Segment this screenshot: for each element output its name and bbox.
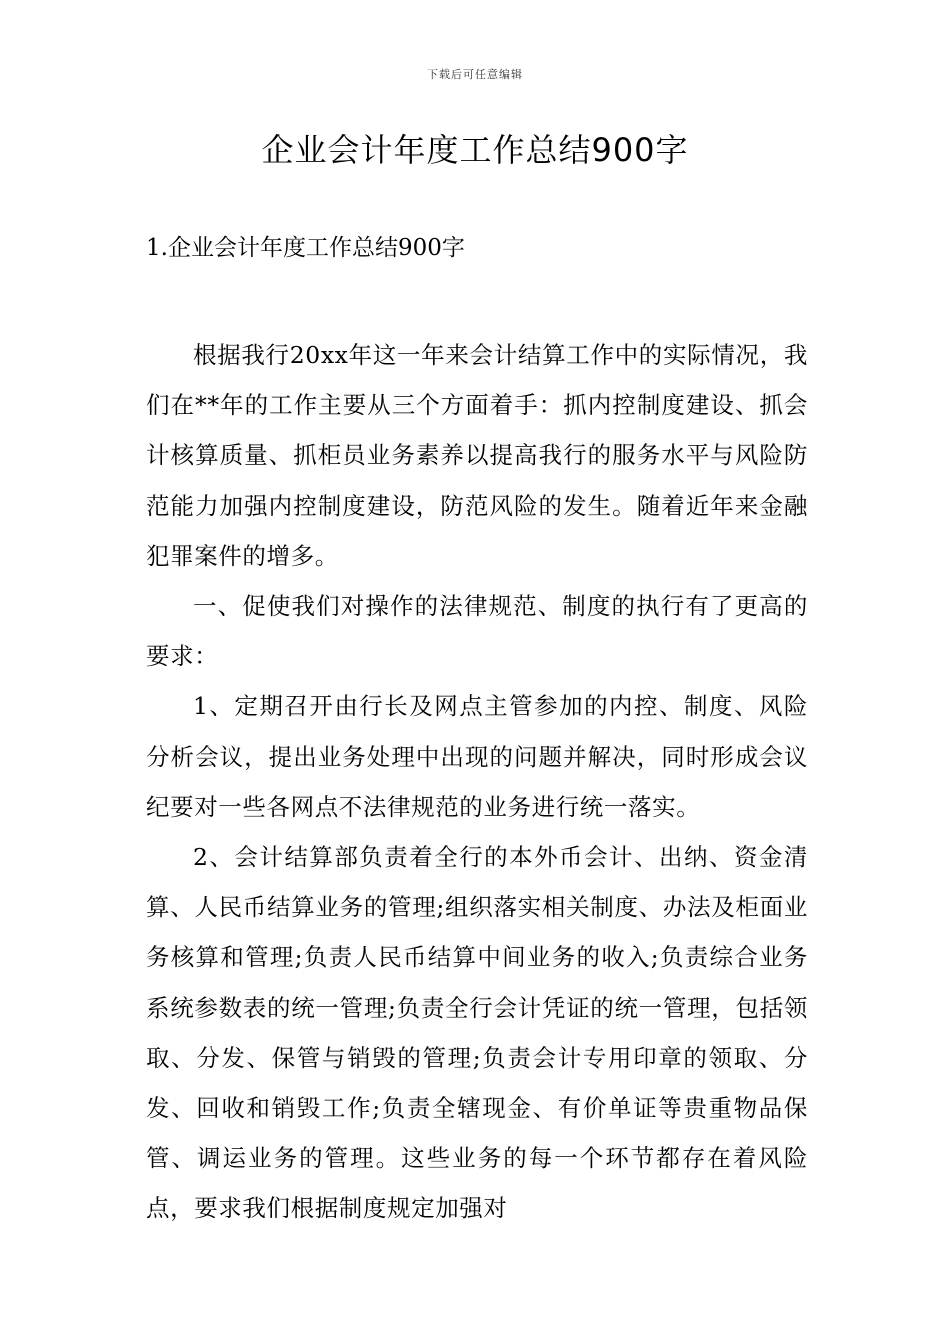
header-note: 下载后可任意编辑 — [427, 68, 523, 81]
paragraph-intro: 根据我行20xx年这一年来会计结算工作中的实际情况，我们在**年的工作主要从三个方面着手：抓内控制度建设、抓会计核算质量、抓柜员业务素养以提高我行的服务水平与风险防范能力加强内控制度建设，防范风险的发生。随着近年来金融犯罪案件的增多。 — [146, 341, 808, 570]
section-heading: 1.企业会计年度工作总结900字 — [146, 235, 465, 261]
paragraph-point-one: 一、促使我们对操作的法律规范、制度的执行有了更高的要求： — [146, 592, 808, 671]
paragraph-item-2: 2、会计结算部负责着全行的本外币会计、出纳、资金清算、人民币结算业务的管理;组织落实相关制度、办法及柜面业务核算和管理;负责人民币结算中间业务的收入;负责综合业务系统参数表的统一管理;负责全行会计凭证的统一管理，包括领取、分发、保管与销毁的管理;负责会计专用印章的领取、分发、回收和销毁工作;负责全辖现金、有价单证等贵重物品保管、调运业务的管理。这些业务的每一个环节都存在着风险点，要求我们根据制度规定加强对 — [146, 843, 808, 1223]
document-title: 企业会计年度工作总结900字 — [261, 131, 689, 169]
paragraph-item-1: 1、定期召开由行长及网点主管参加的内控、制度、风险分析会议，提出业务处理中出现的问题并解决，同时形成会议纪要对一些各网点不法律规范的业务进行统一落实。 — [146, 692, 808, 821]
body-text — [146, 330, 808, 1234]
